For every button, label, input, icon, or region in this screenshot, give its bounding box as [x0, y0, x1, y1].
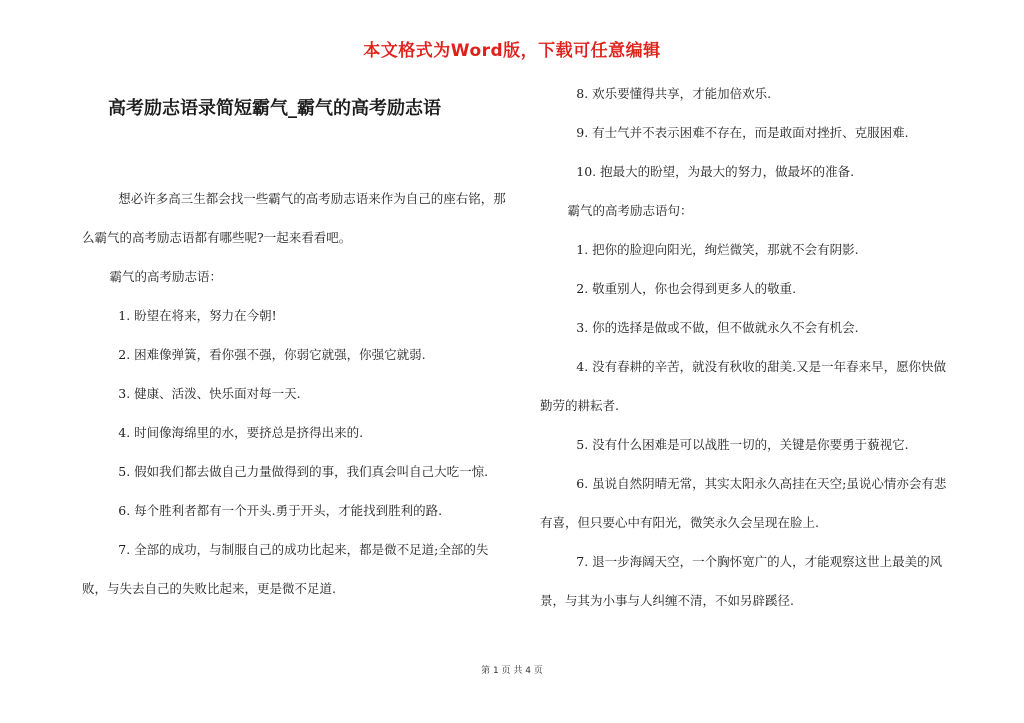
- list-item: 3. 健康、活泼、快乐面对每一天.: [118, 386, 301, 401]
- list-item: 3. 你的选择是做或不做，但不做就永久不会有机会.: [576, 320, 859, 335]
- right-column: [540, 74, 958, 620]
- list-item: 7. 全部的成功，与制服自己的成功比起来，都是微不足道;全部的失败，与失去自己的失败比起来，更是微不足道.: [82, 542, 489, 596]
- list-item: 4. 没有春耕的辛苦，就没有秋收的甜美.又是一年春来早，愿你快做勤劳的耕耘者.: [540, 359, 947, 413]
- list-item: 9. 有士气并不表示困难不存在，而是敢面对挫折、克服困难.: [576, 125, 909, 140]
- list-item: 7. 退一步海阔天空，一个胸怀宽广的人，才能观察这世上最美的风景，与其为小事与人纠缠不清，不如另辟蹊径.: [540, 554, 943, 608]
- section-heading: 霸气的高考励志语：: [109, 269, 223, 284]
- page-title: 高考励志语录简短霸气_霸气的高考励志语: [108, 98, 441, 119]
- list-item: 10. 抱最大的盼望，为最大的努力，做最坏的准备.: [576, 164, 855, 179]
- list-item: 8. 欢乐要懂得共享，才能加倍欢乐.: [576, 86, 772, 101]
- list-item: 4. 时间像海绵里的水，要挤总是挤得出来的.: [118, 425, 364, 440]
- list-item: 6. 虽说自然阴晴无常，其实太阳永久高挂在天空;虽说心情亦会有悲有喜，但只要心中有阳光，微笑永久会呈现在脸上.: [540, 476, 947, 530]
- list-item: 5. 没有什么困难是可以战胜一切的，关键是你要勇于藐视它.: [576, 437, 909, 452]
- list-item: 2. 困难像弹簧，看你强不强，你弱它就强，你强它就弱.: [118, 347, 426, 362]
- intro-paragraph: 想必许多高三生都会找一些霸气的高考励志语来作为自己的座右铭，那么霸气的高考励志语都有哪些呢?一起来看看吧。: [82, 191, 506, 245]
- list-item: 1. 盼望在将来，努力在今朝!: [118, 308, 277, 323]
- list-item: 6. 每个胜利者都有一个开头.勇于开头，才能找到胜利的路.: [118, 503, 443, 518]
- list-item: 2. 敬重别人，你也会得到更多人的敬重.: [576, 281, 797, 296]
- left-column: [82, 179, 512, 608]
- list-item: 1. 把你的脸迎向阳光，绚烂微笑，那就不会有阴影.: [576, 242, 859, 257]
- word-format-banner: 本文格式为Word版，下载可任意编辑: [363, 41, 661, 61]
- list-item: 5. 假如我们都去做自己力量做得到的事，我们真会叫自己大吃一惊.: [118, 464, 489, 479]
- page-number: 第 1 页 共 4 页: [481, 666, 543, 676]
- section-heading: 霸气的高考励志语句：: [567, 203, 693, 218]
